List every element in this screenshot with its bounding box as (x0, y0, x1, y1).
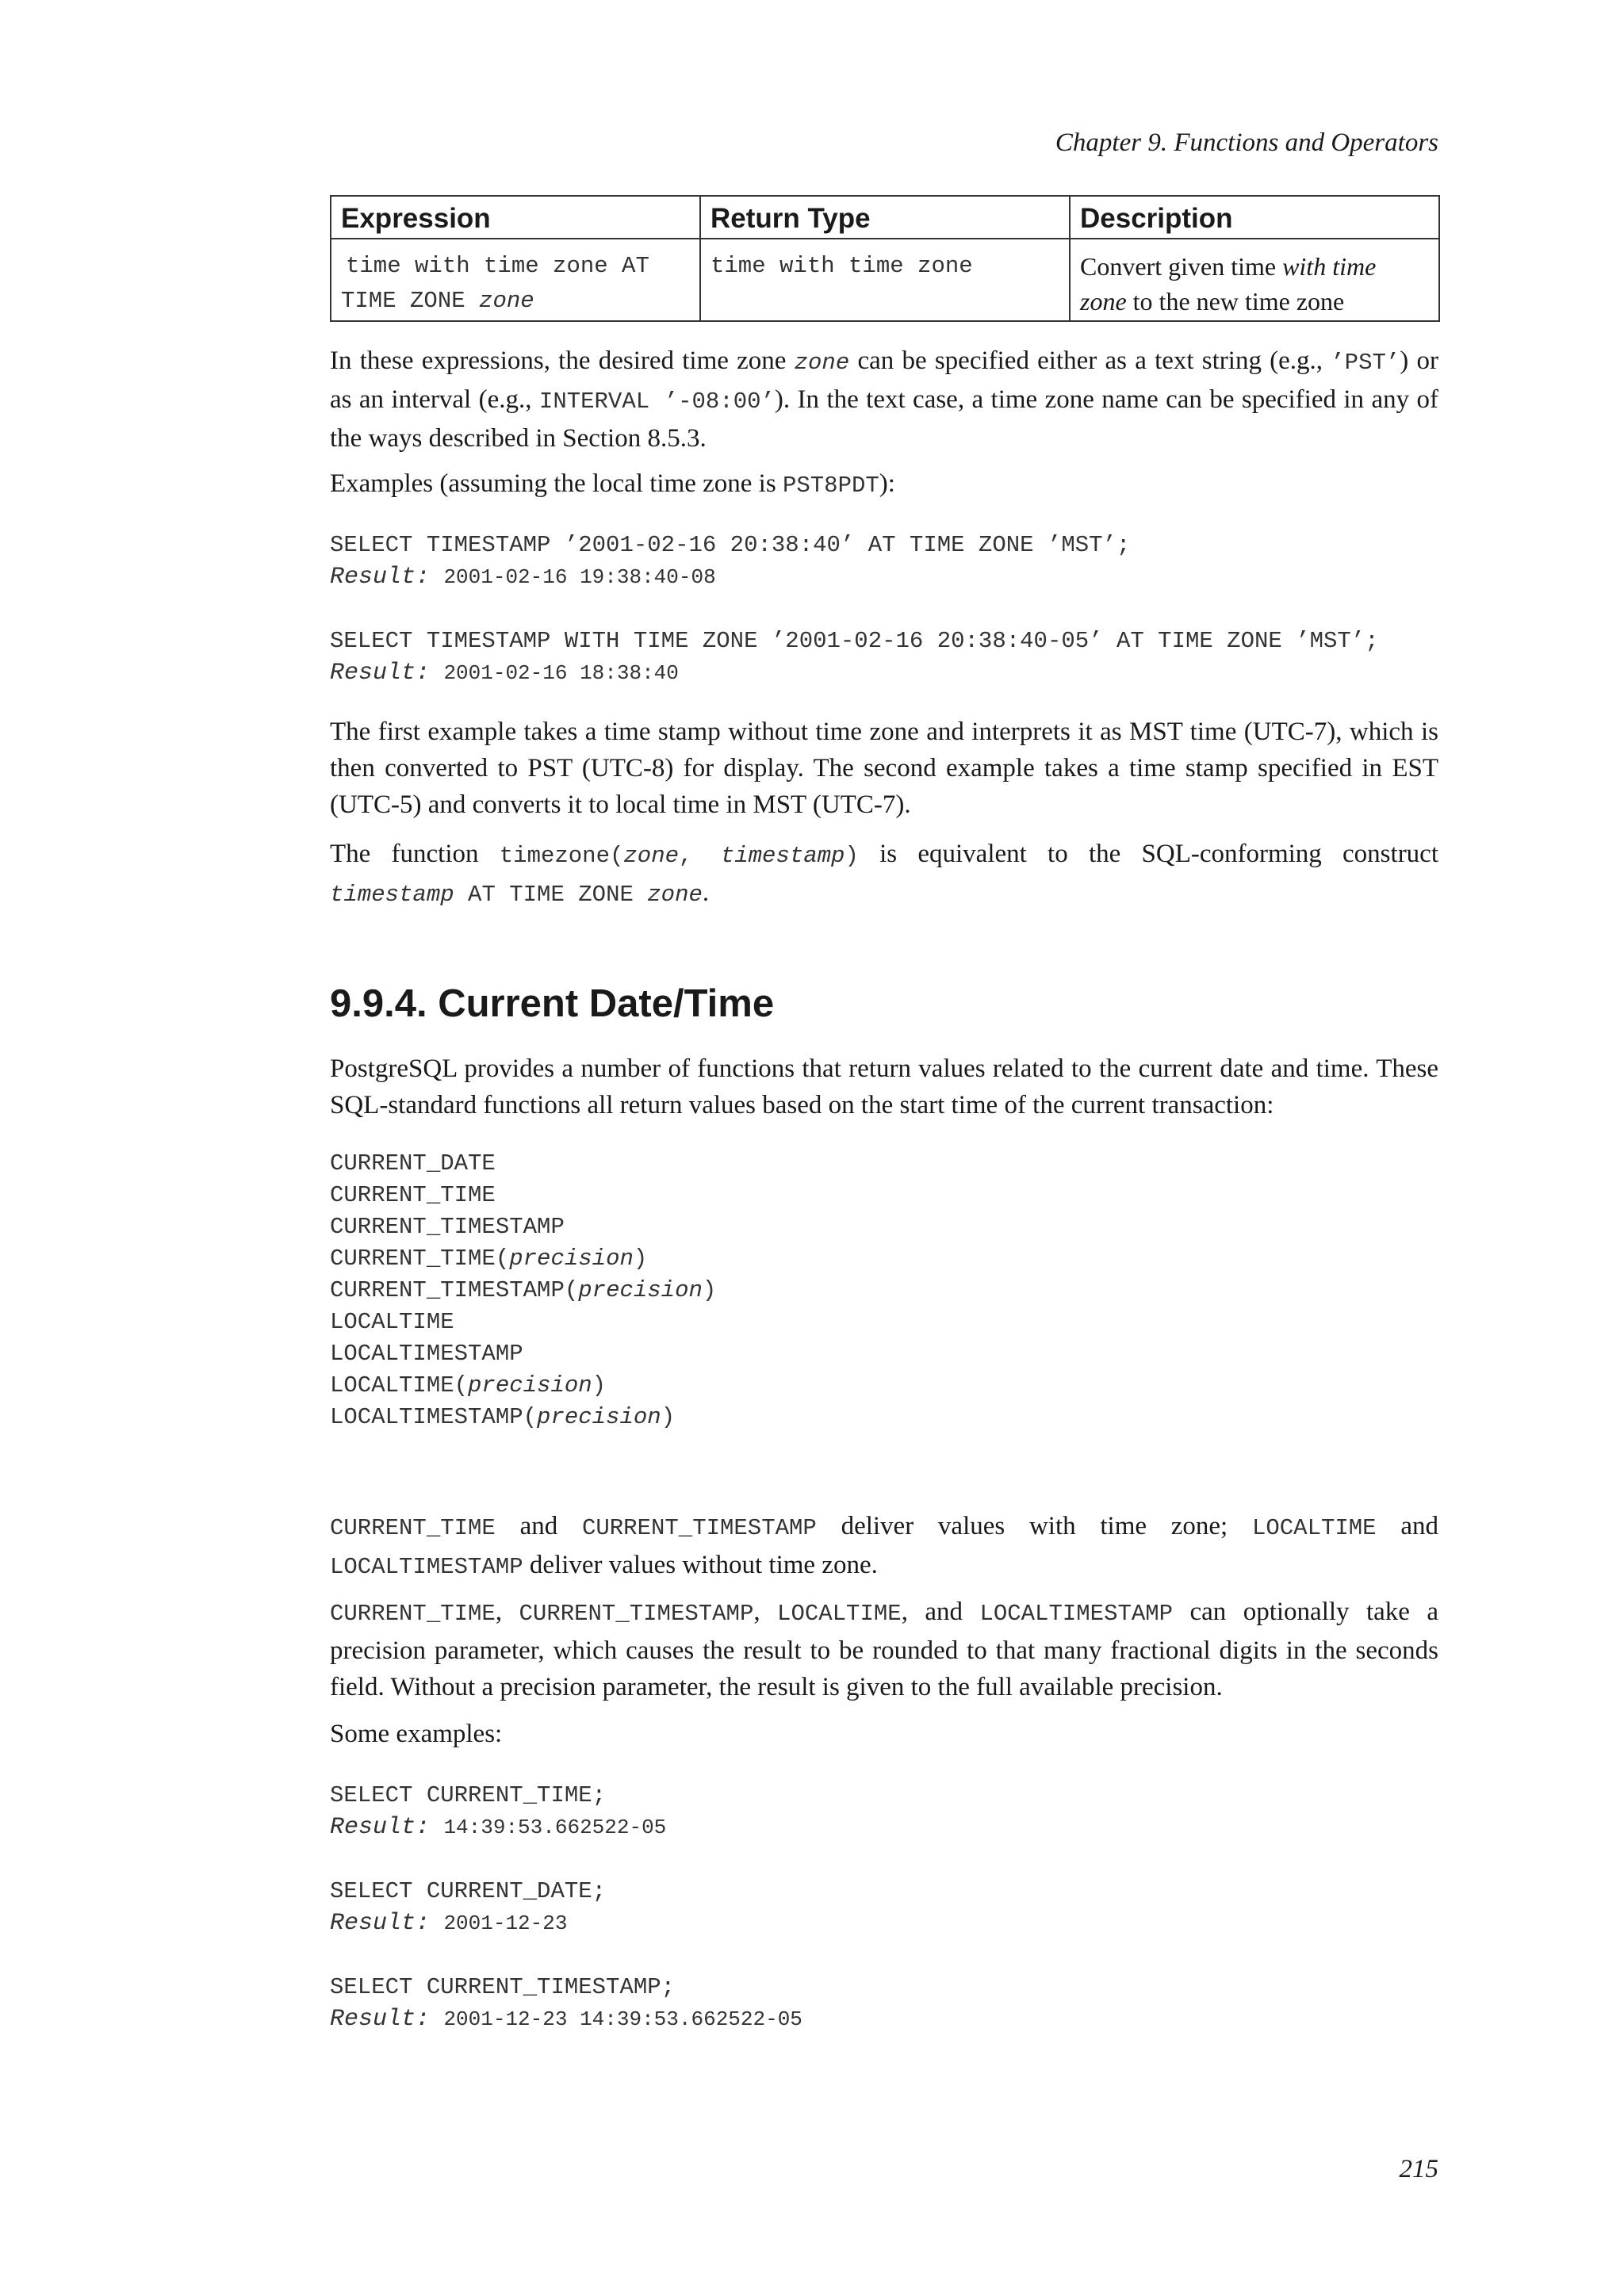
p7-text: , (753, 1598, 778, 1626)
p7-code: CURRENT_TIME (330, 1601, 496, 1627)
list-item: LOCALTIMESTAMP( (330, 1404, 538, 1430)
p4-code-arg: zone (623, 843, 680, 869)
result-value: 2001-02-16 18:38:40 (443, 661, 679, 685)
expression-param: zone (479, 288, 534, 314)
list-item: CURRENT_TIMESTAMP( (330, 1277, 579, 1303)
p1-code-interval: INTERVAL ’-08:00’ (538, 388, 775, 415)
paragraph-current-intro (330, 1050, 1438, 1123)
code-example-5 (330, 1972, 1438, 2035)
p4-code-timestamp: timestamp (330, 882, 454, 908)
p1-code-pst: ’PST’ (1331, 350, 1400, 376)
p4-code-close: ) (845, 843, 859, 869)
p7-code: LOCALTIME (777, 1601, 902, 1627)
paragraph-example-explanation (330, 714, 1438, 823)
list-close: ) (661, 1404, 676, 1430)
result-label: Result: (330, 564, 431, 591)
p6-text: deliver values with time zone; (816, 1512, 1252, 1540)
desc-italic-2: zone (1080, 287, 1127, 316)
result-value: 2001-12-23 (443, 1911, 568, 1935)
code-example-4 (330, 1876, 1438, 1939)
p6-code: CURRENT_TIMESTAMP (581, 1515, 817, 1541)
list-param: precision (578, 1277, 703, 1303)
p7-text: , and (901, 1598, 980, 1626)
list-item: CURRENT_TIMESTAMP (330, 1214, 565, 1240)
column-header-description: Description (1070, 196, 1439, 239)
paragraph-timezone-delivery (330, 1508, 1438, 1586)
cell-description (1070, 239, 1439, 321)
example-query: SELECT TIMESTAMP ’2001-02-16 20:38:40’ AT TIME ZONE ’MST’; (330, 532, 1131, 558)
result-value: 2001-02-16 19:38:40-08 (443, 565, 716, 589)
cell-return-type: time with time zone (700, 239, 1070, 321)
result-label: Result: (330, 1910, 431, 1937)
list-param: precision (537, 1404, 661, 1430)
p4-code-fn: timezone( (499, 843, 624, 869)
p6-code: LOCALTIMESTAMP (330, 1554, 523, 1580)
p2-text: ): (879, 469, 895, 498)
p4-text: is equivalent to the SQL-conforming construct (858, 840, 1438, 868)
paragraph-precision (330, 1594, 1438, 1705)
expression-line2: TIME ZONE (341, 288, 465, 314)
p6-code: CURRENT_TIME (330, 1515, 496, 1541)
list-item: LOCALTIME (330, 1309, 454, 1335)
example-query: SELECT CURRENT_TIME; (330, 1782, 607, 1808)
p7-text: can optionally take a precision parameter, which causes the result to be rounded to that many fractional digits in the seconds field. Without a precision parameter, the result is given to the full available precision. (330, 1598, 1438, 1701)
list-item: CURRENT_DATE (330, 1150, 496, 1177)
table-row (331, 239, 1439, 321)
p2-code: PST8PDT (782, 473, 879, 499)
function-list (330, 1148, 1438, 1433)
result-label: Result: (330, 1814, 431, 1841)
p7-code: CURRENT_TIMESTAMP (519, 1601, 754, 1627)
p3-text: The first example takes a time stamp without time zone and interprets it as MST time (UTC-7), which is then converted to PST (UTC-8) for display. The second example takes a time stamp specified in EST (UTC-5) and converts it to local time in MST (UTC-7). (330, 718, 1438, 819)
list-close: ) (592, 1372, 607, 1399)
p7-text: , (495, 1598, 519, 1626)
p1-text: ) or as an interval (e.g., (330, 346, 1438, 414)
p1-text: ). In the text case, a time zone name can be specified in any of the ways described in Section 8.5.3. (330, 385, 1438, 453)
expression-line1: time with time zone AT (346, 253, 649, 279)
p1-text: In these expressions, the desired time zone (330, 346, 795, 375)
paragraph-examples-intro (330, 465, 1438, 504)
paragraph-timezone-spec (330, 342, 1438, 457)
list-item: CURRENT_TIME( (330, 1246, 510, 1272)
p6-text: and (495, 1512, 582, 1540)
list-close: ) (702, 1277, 717, 1303)
desc-text-2: to the new time zone (1126, 287, 1345, 316)
column-header-expression: Expression (331, 196, 700, 239)
p5-text: PostgreSQL provides a number of functions that return values related to the current date and time. These SQL-standard functions all return values based on the start time of the current transaction: (330, 1054, 1438, 1119)
table-header-row (331, 196, 1439, 239)
paragraph-some-examples (330, 1716, 1438, 1752)
p4-text: The function (330, 840, 500, 868)
example-query: SELECT CURRENT_TIMESTAMP; (330, 1974, 676, 2000)
p6-text: and (1376, 1512, 1438, 1540)
result-label: Result: (330, 660, 431, 687)
p4-code-arg: timestamp (720, 843, 845, 869)
desc-text-1: Convert given time (1080, 252, 1283, 281)
p4-text: . (702, 878, 710, 907)
paragraph-timezone-function (330, 836, 1438, 913)
list-close: ) (633, 1246, 648, 1272)
section-heading: 9.9.4. Current Date/Time (330, 982, 775, 1025)
function-table (330, 195, 1440, 322)
example-query: SELECT TIMESTAMP WITH TIME ZONE ’2001-02-16 20:38:40-05’ AT TIME ZONE ’MST’; (330, 628, 1379, 654)
p1-code-zone: zone (794, 350, 850, 376)
p4-code-at: AT TIME ZONE (454, 882, 648, 908)
example-query: SELECT CURRENT_DATE; (330, 1878, 607, 1904)
page-number: 215 (1399, 2155, 1438, 2183)
cell-expression (331, 239, 700, 321)
list-item: LOCALTIME( (330, 1372, 469, 1399)
code-example-2 (330, 626, 1438, 689)
result-value: 2001-12-23 14:39:53.662522-05 (443, 2007, 802, 2031)
p1-text: can be specified either as a text string (e.g., (849, 346, 1331, 375)
code-example-3 (330, 1780, 1438, 1843)
p6-text: deliver values without time zone. (523, 1551, 878, 1579)
column-header-return-type: Return Type (700, 196, 1070, 239)
result-value: 14:39:53.662522-05 (443, 1816, 667, 1839)
list-item: CURRENT_TIME (330, 1182, 496, 1208)
desc-italic-1: with time (1282, 252, 1377, 281)
p4-code-sep: , (679, 843, 721, 869)
list-param: precision (468, 1372, 592, 1399)
result-label: Result: (330, 2006, 431, 2033)
list-item: LOCALTIMESTAMP (330, 1341, 523, 1367)
list-param: precision (509, 1246, 634, 1272)
p7-code: LOCALTIMESTAMP (979, 1601, 1174, 1627)
running-head: Chapter 9. Functions and Operators (1055, 128, 1438, 157)
p8-text: Some examples: (330, 1720, 503, 1748)
p6-code: LOCALTIME (1251, 1515, 1377, 1541)
code-example-1 (330, 530, 1438, 593)
p2-text: Examples (assuming the local time zone is (330, 469, 783, 498)
p4-code-zone: zone (647, 882, 703, 908)
